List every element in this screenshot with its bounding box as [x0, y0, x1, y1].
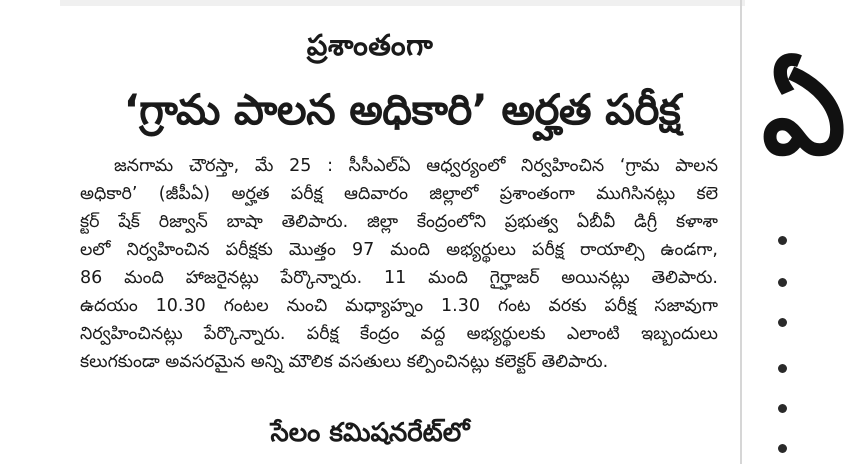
body-line: నిర్వహించినట్లు పేర్కొన్నారు. పరీక్ష కేంద్రం వద్ద అభ్యర్థులకు ఎలాంటి ఇబ్బందులు	[80, 324, 718, 344]
article-headline: ‘గ్రామ పాలన అధికారి’ అర్హత పరీక్ష	[123, 85, 681, 134]
body-line: అధికారి’ (జీపీఏ) అర్హత పరీక్ష ఆదివారం జిల్లాలో ప్రశాంతంగా ముగిసినట్లు కలె	[80, 184, 718, 204]
bullet-point-icon	[778, 404, 787, 413]
column-divider	[740, 0, 742, 464]
body-line: క్టర్ షేక్ రిజ్వాన్ బాషా తెలిపారు. జిల్లా కేంద్రంలోని ప్రభుత్వ ఏబీవీ డిగ్రీ కళాశా	[80, 212, 718, 232]
body-line: ఉదయం 10.30 గంటల నుంచి మధ్యాహ్నం 1.30 గంట వరకు పరీక్ష సజావుగా	[80, 296, 718, 316]
bullet-point-icon	[778, 318, 787, 327]
article-body	[80, 152, 718, 376]
bullet-point-icon	[778, 444, 787, 453]
body-line: లలో నిర్వహించిన పరీక్షకు మొత్తం 97 మంది అభ్యర్థులు పరీక్ష రాయాల్సి ఉండగా,	[80, 240, 718, 260]
bullet-point-icon	[778, 278, 787, 287]
bullet-point-icon	[778, 364, 787, 373]
body-line: కలుగకుండా అవసరమైన అన్ని మౌలిక వసతులు కల్పించినట్లు కలెక్టర్ తెలిపారు.	[80, 352, 609, 372]
article-kicker: ప్రశాంతంగా	[306, 28, 434, 62]
body-line: జనగామ చౌరస్తా, మే 25 : సీసీఎల్‌ఏ ఆధ్వర్యంలో నిర్వహించిన ‘గ్రామ పాలన	[114, 156, 718, 176]
body-line: 86 మంది హాజరైనట్లు పేర్కొన్నారు. 11 మంది గైర్హాజర్ అయినట్లు తెలిపారు.	[80, 268, 718, 288]
page-top-edge	[0, 0, 745, 6]
next-article-subhead: సేలం కమిషనరేట్‌లో	[270, 418, 470, 448]
bullet-point-icon	[778, 236, 787, 245]
adjacent-headline-fragment: ఏ	[762, 43, 846, 181]
left-margin	[0, 0, 60, 464]
